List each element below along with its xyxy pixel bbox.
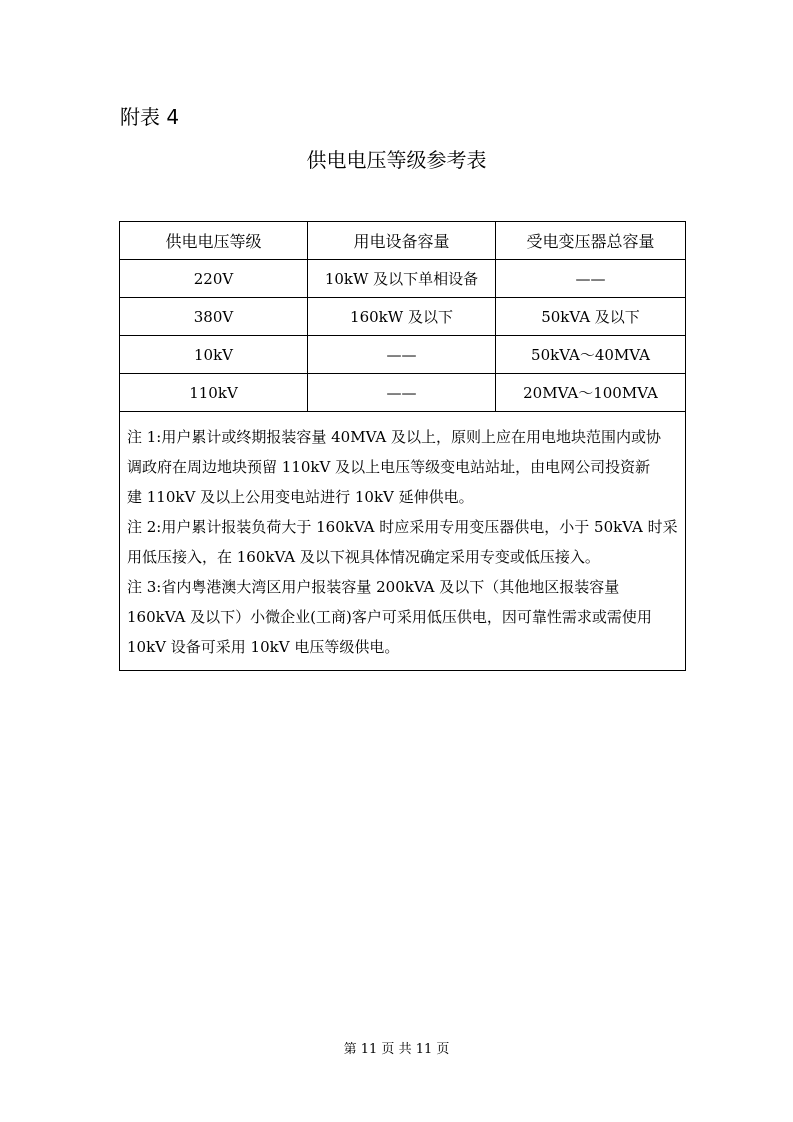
table-row <box>120 298 686 336</box>
table-cell: —— <box>308 336 496 374</box>
appendix-label: 附表 4 <box>120 105 180 129</box>
table-header-row <box>120 222 686 260</box>
table-row <box>120 374 686 412</box>
notes-cell <box>120 412 686 671</box>
page-number-footer: 第 11 页 共 11 页 <box>343 1042 450 1057</box>
notes-row <box>120 412 686 671</box>
table-cell: 20MVA～100MVA <box>496 374 686 412</box>
table-row <box>120 336 686 374</box>
note-line: 注 2:用户累计报装负荷大于 160kVA 时应采用专用变压器供电，小于 50kVA 时采 <box>127 518 678 536</box>
table-cell: 50kVA～40MVA <box>496 336 686 374</box>
page-title: 供电电压等级参考表 <box>306 148 487 172</box>
table-cell: 50kVA 及以下 <box>496 298 686 336</box>
table-cell: 10kV <box>120 336 308 374</box>
note-line: 注 3:省内粤港澳大湾区用户报装容量 200kVA 及以下（其他地区报装容量 <box>127 578 620 596</box>
note-line: 注 1:用户累计或终期报装容量 40MVA 及以上，原则上应在用电地块范围内或协 <box>127 428 661 446</box>
table-cell: 220V <box>120 260 308 298</box>
table-cell: 380V <box>120 298 308 336</box>
note-line: 建 110kV 及以上公用变电站进行 10kV 延伸供电。 <box>127 488 474 506</box>
table-cell: 110kV <box>120 374 308 412</box>
table-cell: 160kW 及以下 <box>308 298 496 336</box>
note-line: 用低压接入，在 160kVA 及以下视具体情况确定采用专变或低压接入。 <box>127 548 600 566</box>
column-header-equipment-capacity: 用电设备容量 <box>308 222 496 260</box>
note-line: 调政府在周边地块预留 110kV 及以上电压等级变电站站址，由电网公司投资新 <box>127 458 651 476</box>
voltage-reference-table <box>119 221 686 671</box>
table-cell: 10kW 及以下单相设备 <box>308 260 496 298</box>
column-header-voltage-level: 供电电压等级 <box>120 222 308 260</box>
table-cell: —— <box>496 260 686 298</box>
table-cell: —— <box>308 374 496 412</box>
note-line: 10kV 设备可采用 10kV 电压等级供电。 <box>127 638 400 656</box>
column-header-transformer-capacity: 受电变压器总容量 <box>496 222 686 260</box>
table-row <box>120 260 686 298</box>
note-line: 160kVA 及以下）小微企业(工商)客户可采用低压供电，因可靠性需求或需使用 <box>127 608 652 626</box>
